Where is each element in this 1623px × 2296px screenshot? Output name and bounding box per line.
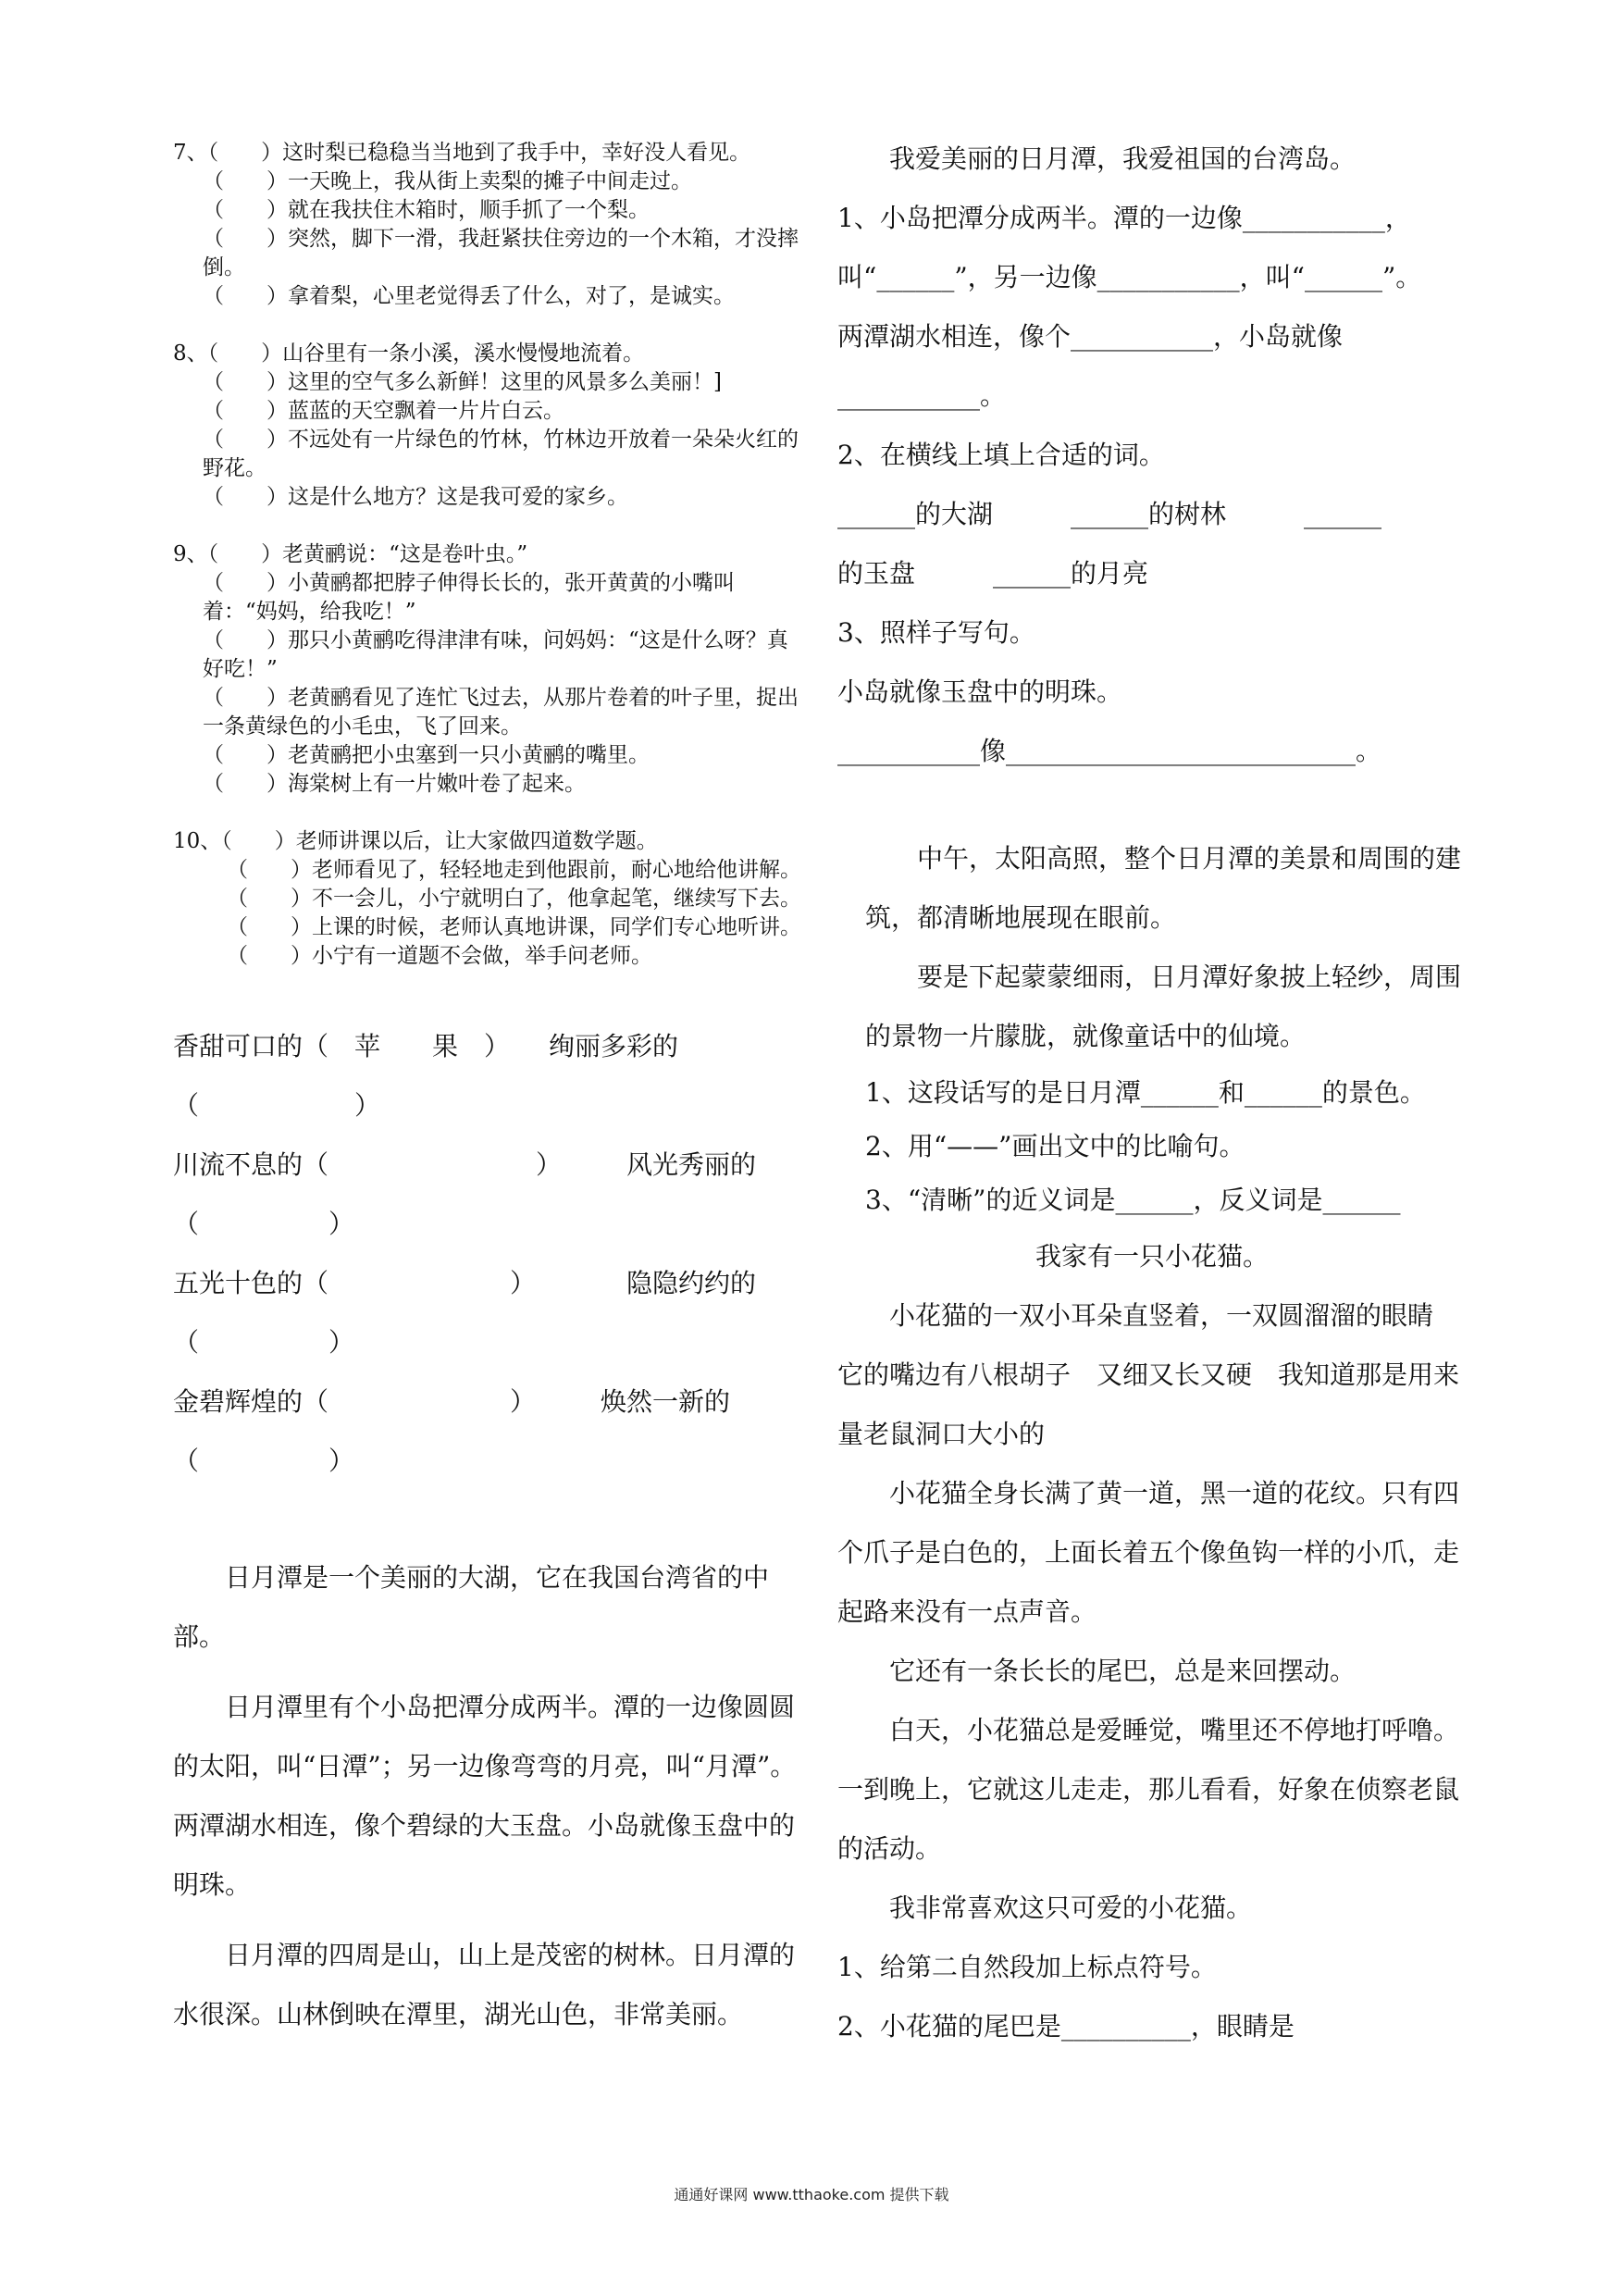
phrase-line: 金碧辉煌的（ ） 焕然一新的 bbox=[173, 1386, 731, 1417]
question-line: ______的大湖 ______的树林 ______ bbox=[837, 499, 1382, 529]
exercise-line: （ ）上课的时候，老师认真地讲课，同学们专心地听讲。 bbox=[227, 915, 801, 939]
passage-paragraph: 小花猫的一双小耳朵直竖着，一双圆溜溜的眼睛 它的嘴边有八根胡子 又细又长又硬 我知道那是用来量老鼠洞口大小的 bbox=[837, 1300, 1460, 1449]
question-line: 叫“______”，另一边像___________，叫“______”。 bbox=[837, 262, 1422, 292]
passage-paragraph: 日月潭里有个小岛把潭分成两半。潭的一边像圆圆的太阳，叫“日潭”；另一边像弯弯的月亮，叫“月潭”。两潭湖水相连，像个碧绿的大玉盘。小岛就像玉盘中的明珠。 bbox=[173, 1692, 797, 1900]
question-line: 小岛就像玉盘中的明珠。 bbox=[837, 676, 1123, 707]
phrase-line: 香甜可口的（ 苹 果 ） 绚丽多彩的（ ） bbox=[173, 1031, 679, 1121]
question-line: 1、这段话写的是日月潭______和______的景色。 bbox=[865, 1077, 1426, 1108]
exercise-line: （ ）不远处有一片绿色的竹林，竹林边开放着一朵朵火红的野花。 bbox=[203, 428, 799, 480]
exercise-line: 8、（ ）山谷里有一条小溪，溪水慢慢地流着。 bbox=[173, 341, 645, 366]
exercise-7 bbox=[173, 139, 802, 311]
question-line: 3、“清晰”的近义词是______，反义词是______ bbox=[865, 1185, 1401, 1215]
passage-paragraph: 中午，太阳高照，整个日月潭的美景和周围的建筑，都清晰地展现在眼前。 bbox=[865, 843, 1462, 933]
exercise-10 bbox=[173, 827, 802, 971]
phrase-line: （ ） bbox=[173, 1446, 355, 1476]
question-line: 1、小岛把潭分成两半。潭的一边像___________， bbox=[837, 203, 1411, 233]
question-line: 2、在横线上填上合适的词。 bbox=[837, 440, 1165, 470]
exercise-line: （ ）这是什么地方？这是我可爱的家乡。 bbox=[203, 485, 628, 509]
question-line: 3、照样子写句。 bbox=[837, 617, 1035, 648]
exercise-9 bbox=[173, 540, 802, 799]
exercise-8 bbox=[173, 340, 802, 512]
page-footer: 通通好课网 www.tthaoke.com 提供下载 bbox=[674, 2186, 949, 2203]
exercise-line: （ ）突然，脚下一滑，我赶紧扶住旁边的一个木箱，才没摔倒。 bbox=[203, 227, 799, 279]
lake-questions bbox=[837, 130, 1467, 781]
phrase-line: （ ） bbox=[173, 1327, 355, 1358]
cat-passage bbox=[837, 1227, 1467, 2056]
exercise-line: （ ）老师看见了，轻轻地走到他跟前，耐心地给他讲解。 bbox=[227, 858, 801, 882]
right-column bbox=[837, 139, 1467, 2056]
phrase-fill-section bbox=[173, 1017, 802, 1491]
question-line: 1、给第二自然段加上标点符号。 bbox=[837, 1952, 1217, 1982]
exercise-line: （ ）蓝蓝的天空飘着一片片白云。 bbox=[203, 399, 564, 423]
question-line: 两潭湖水相连，像个___________，小岛就像 bbox=[837, 321, 1344, 352]
exercise-line: （ ）就在我扶住木箱时，顺手抓了一个梨。 bbox=[203, 198, 650, 222]
exercise-line: （ ）不一会儿，小宁就明白了，他拿起笔，继续写下去。 bbox=[227, 887, 801, 911]
exercise-line: （ ）一天晚上，我从街上卖梨的摊子中间走过。 bbox=[203, 169, 692, 193]
exercise-line: （ ）小黄鹂都把脖子伸得长长的，张开黄黄的小嘴叫着：“妈妈，给我吃！” bbox=[203, 571, 735, 624]
passage-paragraph: 白天，小花猫总是爱睡觉，嘴里还不停地打呼噜。一到晚上，它就这儿走走，那儿看看，好象在侦察老鼠的活动。 bbox=[837, 1715, 1460, 1864]
phrase-line: 川流不息的（ ） 风光秀丽的 bbox=[173, 1149, 757, 1180]
exercise-line: 10、（ ）老师讲课以后，让大家做四道数学题。 bbox=[173, 829, 658, 853]
phrase-line: 五光十色的（ ） 隐隐约约的 bbox=[173, 1268, 757, 1298]
question-line: 的玉盘 ______的月亮 bbox=[837, 558, 1149, 589]
exercise-line: （ ）拿着梨，心里老觉得丢了什么，对了，是诚实。 bbox=[203, 284, 735, 308]
passage-paragraph: 我非常喜欢这只可爱的小花猫。 bbox=[889, 1893, 1253, 1923]
exercise-line: （ ）老黄鹂把小虫塞到一只小黄鹂的嘴里。 bbox=[203, 743, 650, 767]
question-line: ___________。 bbox=[837, 380, 1007, 411]
midday-questions bbox=[837, 1066, 1467, 1227]
exercise-line: （ ）这里的空气多么新鲜！这里的风景多么美丽！] bbox=[203, 370, 722, 394]
exercise-line: （ ）老黄鹂看见了连忙飞过去，从那片卷着的叶子里，捉出一条黄绿色的小毛虫，飞了回来。 bbox=[203, 686, 799, 738]
exercise-line: （ ）海棠树上有一片嫩叶卷了起来。 bbox=[203, 772, 586, 796]
sun-moon-lake-passage bbox=[173, 1548, 802, 2044]
passage-paragraph: 小花猫全身长满了黄一道，黑一道的花纹。只有四个爪子是白色的，上面长着五个像鱼钩一样的小爪，走起路来没有一点声音。 bbox=[837, 1478, 1460, 1627]
exercise-line: （ ）小宁有一道题不会做，举手问老师。 bbox=[227, 944, 652, 968]
question-line: 2、用“——”画出文中的比喻句。 bbox=[865, 1131, 1245, 1161]
question-line: 2、小花猫的尾巴是__________，眼睛是 bbox=[837, 2011, 1295, 2042]
left-column bbox=[173, 139, 802, 2044]
passage-paragraph: 要是下起蒙蒙细雨，日月潭好象披上轻纱，周围的景物一片朦胧，就像童话中的仙境。 bbox=[865, 962, 1462, 1051]
exercise-line: 7、（ ）这时梨已稳稳当当地到了我手中，幸好没人看见。 bbox=[173, 141, 751, 165]
exercise-line: （ ）那只小黄鹂吃得津津有味，问妈妈：“这是什么呀？真好吃！” bbox=[203, 628, 788, 681]
passage-paragraph: 日月潭的四周是山，山上是茂密的树林。日月潭的水很深。山林倒映在潭里，湖光山色，非常美丽。 bbox=[173, 1940, 796, 2029]
passage-paragraph: 它还有一条长长的尾巴，总是来回摆动。 bbox=[889, 1656, 1357, 1686]
midday-passage bbox=[837, 829, 1467, 1066]
question-line: ___________像___________________________。 bbox=[837, 736, 1382, 766]
phrase-line: （ ） bbox=[173, 1209, 355, 1239]
passage-closing-line: 我爱美丽的日月潭，我爱祖国的台湾岛。 bbox=[889, 143, 1357, 174]
cat-title: 我家有一只小花猫。 bbox=[1035, 1241, 1269, 1272]
ordering-exercises bbox=[173, 139, 802, 971]
passage-paragraph: 日月潭是一个美丽的大湖，它在我国台湾省的中部。 bbox=[173, 1562, 770, 1652]
exercise-line: 9、（ ）老黄鹂说：“这是卷叶虫。” bbox=[173, 542, 528, 566]
